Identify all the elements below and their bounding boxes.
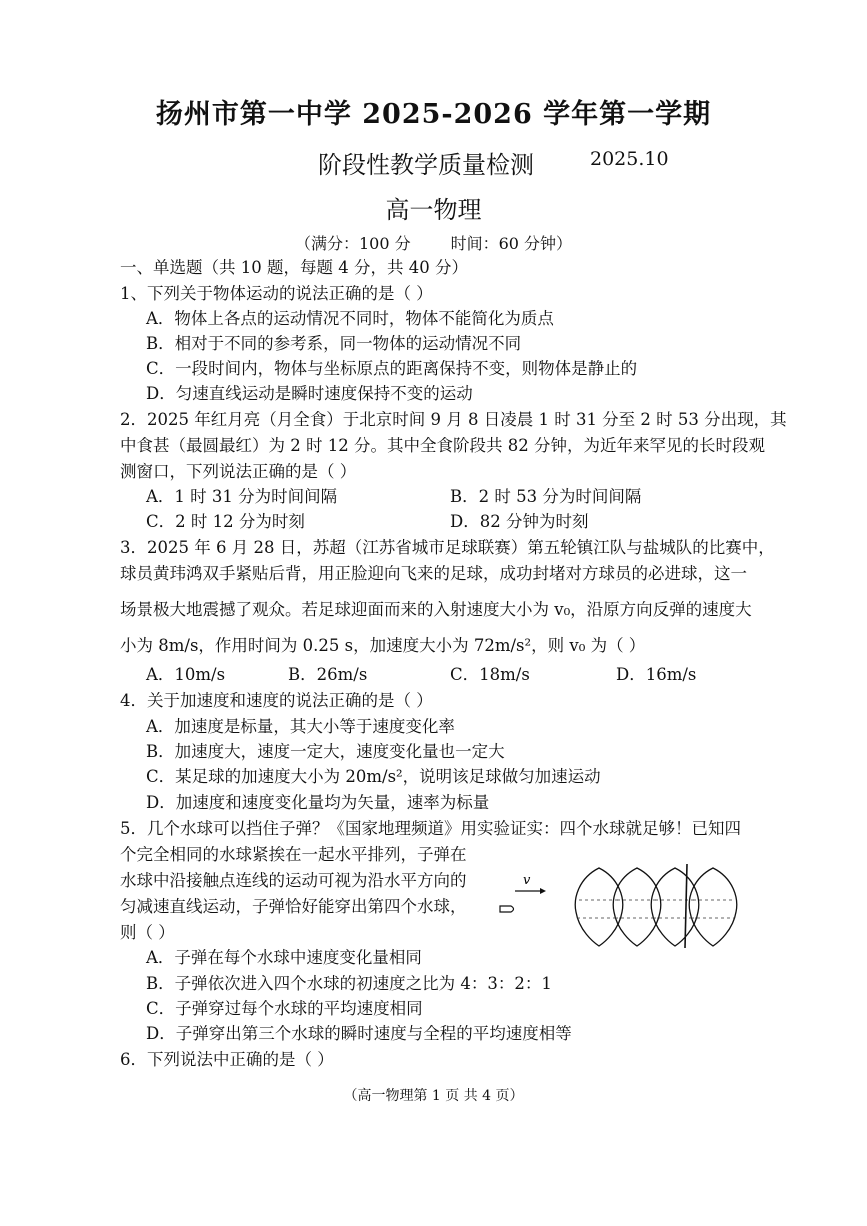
q4-option-c: C．某足球的加速度大小为 20m/s²，说明该足球做匀加速运动 [146, 767, 601, 786]
exam-date: 2025.10 [590, 148, 669, 170]
q1-option-b: B．相对于不同的参考系，同一物体的运动情况不同 [146, 334, 522, 353]
school-title: 扬州市第一中学 2025-2026 学年第一学期 [155, 99, 712, 130]
water-balls-figure [495, 860, 745, 950]
q2-stem-line: 中食甚（最圆最红）为 2 时 12 分。其中全食阶段共 82 分钟，为近年来罕见的长时段观 [120, 436, 765, 455]
q2-option-a: A．1 时 31 分为时间间隔 [146, 487, 338, 506]
q4-stem: 4．关于加速度和速度的说法正确的是（ ） [120, 691, 433, 710]
q5-option-a: A．子弹在每个水球中速度变化量相同 [146, 948, 422, 967]
q3-stem-line: 3．2025 年 6 月 28 日，苏超（江苏省城市足球联赛）第五轮镇江队与盐城队的比赛中， [120, 538, 775, 557]
q1-option-c: C．一段时间内，物体与坐标原点的距离保持不变，则物体是静止的 [146, 359, 638, 378]
q4-option-b: B．加速度大，速度一定大，速度变化量也一定大 [146, 742, 505, 761]
velocity-label: v [523, 873, 531, 888]
q5-stem-line: 匀减速直线运动，子弹恰好能穿出第四个水球， [120, 897, 467, 916]
score-info: （满分：100 分 [294, 234, 411, 253]
q3-option-b: B．26m/s [288, 665, 368, 684]
subject-title: 高一物理 [385, 196, 482, 224]
q1-stem: 1、下列关于物体运动的说法正确的是（ ） [120, 284, 433, 303]
q3-stem-line: 球员黄玮鸿双手紧贴后背，用正脸迎向飞来的足球，成功封堵对方球员的必进球，这一 [120, 564, 747, 583]
water-ball-1 [575, 868, 622, 946]
q5-option-b: B．子弹依次进入四个水球的初速度之比为 4：3：2：1 [146, 974, 552, 993]
q2-option-b: B．2 时 53 分为时间间隔 [450, 487, 642, 506]
water-ball-3 [651, 868, 698, 946]
q6-stem: 6．下列说法中正确的是（ ） [120, 1050, 334, 1069]
exam-name: 阶段性教学质量检测 [318, 151, 534, 179]
q2-stem-line: 2．2025 年红月亮（月全食）于北京时间 9 月 8 日凌晨 1 时 31 分至 2 时 53 分出现，其 [120, 410, 787, 429]
q3-stem-line: 小为 8m/s，作用时间为 0.25 s，加速度大小为 72m/s²，则 v₀ 为（ ） [120, 636, 646, 655]
q5-option-c: C．子弹穿过每个水球的平均速度相同 [146, 999, 423, 1018]
time-info: 时间：60 分钟） [450, 234, 573, 253]
q2-stem-line: 测窗口，下列说法正确的是（ ） [120, 462, 357, 481]
q3-option-a: A．10m/s [146, 665, 226, 684]
q2-option-c: C．2 时 12 分为时刻 [146, 512, 305, 531]
q3-option-d: D．16m/s [616, 665, 697, 684]
water-ball-4 [689, 868, 736, 946]
q1-option-a: A．物体上各点的运动情况不同时，物体不能简化为质点 [146, 309, 554, 328]
q5-stem-line: 则（ ） [120, 923, 175, 942]
q3-option-c: C．18m/s [450, 665, 530, 684]
q2-option-d: D．82 分钟为时刻 [450, 512, 589, 531]
q5-option-d: D．子弹穿出第三个水球的瞬时速度与全程的平均速度相等 [146, 1024, 572, 1043]
q5-stem-line: 个完全相同的水球紧挨在一起水平排列，子弹在 [120, 845, 467, 864]
water-ball-2 [613, 868, 660, 946]
q5-stem-line: 5．几个水球可以挡住子弹？《国家地理频道》用实验证实：四个水球就足够！已知四 [120, 819, 741, 838]
page-footer: （高一物理第 1 页 共 4 页） [343, 1088, 524, 1104]
velocity-arrowhead [540, 888, 546, 894]
exam-meta [0, 231, 867, 254]
q3-stem-line: 场景极大地震撼了观众。若足球迎面而来的入射速度大小为 v₀，沿原方向反弹的速度大 [120, 600, 752, 619]
bullet-icon [500, 906, 514, 912]
section-heading: 一、单选题（共 10 题，每题 4 分，共 40 分） [120, 258, 468, 277]
q4-option-a: A．加速度是标量，其大小等于速度变化率 [146, 717, 455, 736]
q5-stem-line: 水球中沿接触点连线的运动可视为沿水平方向的 [120, 871, 467, 890]
q1-option-d: D．匀速直线运动是瞬时速度保持不变的运动 [146, 384, 473, 403]
q4-option-d: D．加速度和速度变化量均为矢量，速率为标量 [146, 793, 490, 812]
